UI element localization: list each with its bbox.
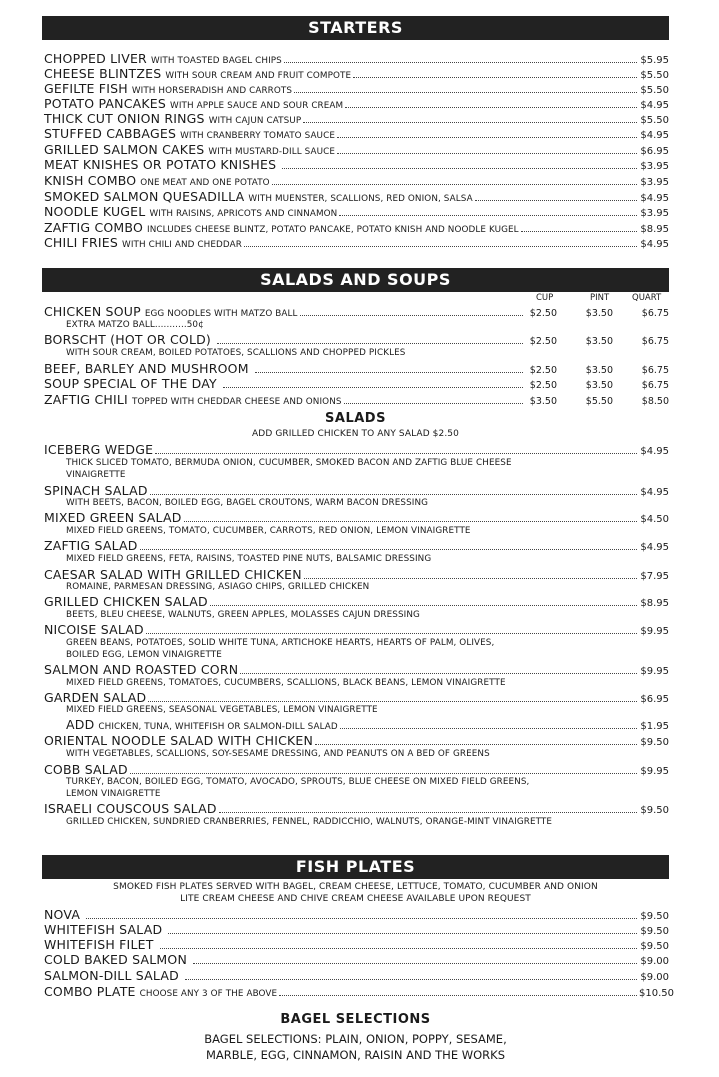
salad-item [44, 442, 669, 457]
leader-dots [219, 812, 637, 813]
item-price: $4.95 [640, 193, 669, 204]
leader-dots [140, 549, 637, 550]
salads-title: SALADS [325, 411, 386, 426]
item-price: $6.95 [640, 146, 669, 157]
item-desc: WITH SOUR CREAM AND FRUIT COMPOTE [165, 71, 352, 81]
item-name: COLD BAKED SALMON [44, 952, 188, 967]
salads-soups-header: SALADS AND SOUPS [42, 268, 669, 292]
leader-dots [272, 184, 637, 185]
item-price: $3.95 [640, 208, 669, 219]
salad-desc: TURKEY, BACON, BOILED EGG, TOMATO, AVOCADO, SPROUTS, BLUE CHEESE ON MIXED FIELD GREENS, [66, 777, 530, 787]
item-price: $5.50 [640, 85, 669, 96]
salad-item [44, 662, 669, 677]
item-price: $9.95 [640, 666, 669, 677]
fish-item [44, 907, 669, 922]
pint-price: $3.50 [585, 336, 613, 347]
item-price: $9.95 [640, 626, 669, 637]
leader-dots [217, 343, 523, 344]
salad-desc: BEETS, BLEU CHEESE, WALNUTS, GREEN APPLES, MOLASSES CAJUN DRESSING [66, 610, 420, 620]
item-name: BORSCHT (HOT OR COLD) [44, 332, 212, 347]
menu-item [44, 157, 669, 172]
soup-item [44, 332, 669, 347]
menu-item [44, 204, 669, 219]
salad-item [44, 483, 669, 498]
fish-item [44, 922, 669, 937]
quart-price: $6.75 [641, 308, 669, 319]
item-name: NOVA [44, 907, 81, 922]
add-price: $1.95 [640, 721, 669, 732]
item-name: GRILLED SALMON CAKES [44, 142, 205, 157]
item-name: WHITEFISH SALAD [44, 922, 163, 937]
extra-matzo-note: EXTRA MATZO BALL...........50¢ [66, 320, 204, 330]
item-price: $4.95 [640, 446, 669, 457]
cup-price: $2.50 [529, 336, 557, 347]
leader-dots [344, 403, 523, 404]
item-price: $4.95 [640, 487, 669, 498]
soup-item [44, 361, 669, 376]
item-desc: CHOOSE ANY 3 OF THE ABOVE [139, 989, 278, 999]
item-name: GARDEN SALAD [44, 690, 147, 705]
item-name: COBB SALAD [44, 762, 128, 777]
leader-dots [130, 773, 637, 774]
leader-dots [521, 231, 637, 232]
leader-dots [475, 200, 637, 201]
item-price: $4.95 [640, 542, 669, 553]
cup-price: $2.50 [529, 308, 557, 319]
fish-note-2: LITE CREAM CHEESE AND CHIVE CREAM CHEESE AVAILABLE UPON REQUEST [180, 894, 531, 904]
salad-desc: ROMAINE, PARMESAN DRESSING, ASIAGO CHIPS, GRILLED CHICKEN [66, 582, 370, 592]
fish-item [44, 984, 674, 999]
item-name: NOODLE KUGEL [44, 204, 146, 219]
leader-dots [315, 744, 637, 745]
menu-item [44, 189, 669, 204]
leader-dots [155, 453, 637, 454]
quart-price: $6.75 [641, 380, 669, 391]
item-name: SALMON-DILL SALAD [44, 968, 179, 983]
item-desc: WITH MUENSTER, SCALLIONS, RED ONION, SALSA [248, 194, 473, 204]
quart-price: $6.75 [641, 365, 669, 376]
soup-item [44, 376, 669, 391]
add-desc: CHICKEN, TUNA, WHITEFISH OR SALMON-DILL SALAD [98, 722, 338, 732]
item-name: ZAFTIG SALAD [44, 538, 138, 553]
quart-price: $8.50 [641, 396, 669, 407]
leader-dots [339, 215, 637, 216]
col-quart: QUART [632, 293, 662, 303]
col-cup: CUP [536, 293, 554, 303]
item-name: SOUP SPECIAL OF THE DAY [44, 376, 217, 391]
fish-item [44, 937, 669, 952]
starters-header: STARTERS [42, 16, 669, 40]
salads-note: ADD GRILLED CHICKEN TO ANY SALAD $2.50 [252, 429, 459, 439]
salad-item [44, 538, 669, 553]
leader-dots [240, 673, 637, 674]
salad-desc: GREEN BEANS, POTATOES, SOLID WHITE TUNA, ARTICHOKE HEARTS, HEARTS OF PALM, OLIVES, [66, 638, 495, 648]
salad-desc: WITH BEETS, BACON, BOILED EGG, BAGEL CROUTONS, WARM BACON DRESSING [66, 498, 429, 508]
salad-desc: MIXED FIELD GREENS, TOMATO, CUCUMBER, CARROTS, RED ONION, LEMON VINAIGRETTE [66, 526, 471, 536]
menu-item [44, 96, 669, 111]
salad-item [44, 567, 669, 582]
borscht-note: WITH SOUR CREAM, BOILED POTATOES, SCALLIONS AND CHOPPED PICKLES [66, 348, 406, 358]
item-price: $4.50 [640, 514, 669, 525]
item-name: WHITEFISH FILET [44, 937, 154, 952]
salad-item [44, 622, 669, 637]
leader-dots [303, 122, 637, 123]
menu-item [44, 66, 669, 81]
fish-plates-header: FISH PLATES [42, 855, 669, 879]
item-price: $8.95 [640, 598, 669, 609]
item-price: $7.95 [640, 571, 669, 582]
item-name: CAESAR SALAD WITH GRILLED CHICKEN [44, 567, 302, 582]
item-name: CHOPPED LIVER [44, 51, 147, 66]
leader-dots [210, 605, 637, 606]
item-name: MIXED GREEN SALAD [44, 510, 182, 525]
leader-dots [353, 77, 637, 78]
leader-dots [345, 107, 637, 108]
leader-dots [337, 153, 637, 154]
item-price: $9.50 [640, 805, 669, 816]
salad-desc: MIXED FIELD GREENS, FETA, RAISINS, TOASTED PINE NUTS, BALSAMIC DRESSING [66, 554, 432, 564]
item-name: THICK CUT ONION RINGS [44, 111, 205, 126]
item-price: $4.95 [640, 100, 669, 111]
salad-item [44, 733, 669, 748]
leader-dots [337, 137, 637, 138]
soup-item [44, 392, 669, 407]
item-name: POTATO PANCAKES [44, 96, 167, 111]
item-price: $5.95 [640, 55, 669, 66]
salad-item [44, 801, 669, 816]
fish-note-1: SMOKED FISH PLATES SERVED WITH BAGEL, CREAM CHEESE, LETTUCE, TOMATO, CUCUMBER AND ONION [113, 882, 598, 892]
leader-dots [160, 948, 637, 949]
bagel-title: BAGEL SELECTIONS [280, 1012, 431, 1027]
leader-dots [255, 372, 523, 373]
item-name: GEFILTE FISH [44, 81, 128, 96]
item-name: GRILLED CHICKEN SALAD [44, 594, 208, 609]
salad-desc: BOILED EGG, LEMON VINAIGRETTE [66, 650, 222, 660]
leader-dots [146, 633, 637, 634]
item-price: $3.95 [640, 177, 669, 188]
item-name: SMOKED SALMON QUESADILLA [44, 189, 245, 204]
item-desc: WITH CRANBERRY TOMATO SAUCE [180, 131, 335, 141]
menu-item [44, 126, 669, 141]
quart-price: $6.75 [641, 336, 669, 347]
item-price: $10.50 [639, 988, 674, 999]
item-price: $9.50 [640, 737, 669, 748]
salad-desc: WITH VEGETABLES, SCALLIONS, SOY-SESAME DRESSING, AND PEANUTS ON A BED OF GREENS [66, 749, 490, 759]
item-price: $9.50 [640, 941, 669, 952]
item-name: ZAFTIG CHILI [44, 392, 128, 407]
menu-item [44, 173, 669, 188]
item-price: $3.95 [640, 161, 669, 172]
leader-dots [294, 92, 637, 93]
menu-item [44, 142, 669, 157]
item-name: MEAT KNISHES OR POTATO KNISHES [44, 157, 277, 172]
leader-dots [340, 728, 637, 729]
item-desc: WITH TOASTED BAGEL CHIPS [150, 56, 282, 66]
cup-price: $2.50 [529, 365, 557, 376]
add-label: ADD [66, 717, 95, 732]
item-name: COMBO PLATE [44, 984, 136, 999]
menu-item [44, 81, 669, 96]
salad-item [44, 690, 669, 705]
item-name: SALMON AND ROASTED CORN [44, 662, 239, 677]
leader-dots [282, 168, 637, 169]
item-price: $6.95 [640, 694, 669, 705]
item-desc: INCLUDES CHEESE BLINTZ, POTATO PANCAKE, POTATO KNISH AND NOODLE KUGEL [147, 225, 519, 235]
menu-item [44, 51, 669, 66]
item-name: CHEESE BLINTZES [44, 66, 162, 81]
item-name: KNISH COMBO [44, 173, 137, 188]
item-price: $5.50 [640, 115, 669, 126]
item-name: ZAFTIG COMBO [44, 220, 144, 235]
item-price: $5.50 [640, 70, 669, 81]
soup-item [44, 304, 669, 319]
bagel-line-1: BAGEL SELECTIONS: PLAIN, ONION, POPPY, SESAME, [204, 1032, 507, 1046]
pint-price: $3.50 [585, 365, 613, 376]
salad-item [44, 510, 669, 525]
item-price: $9.95 [640, 766, 669, 777]
menu-item [44, 220, 669, 235]
item-name: ISRAELI COUSCOUS SALAD [44, 801, 217, 816]
leader-dots [300, 315, 523, 316]
pint-price: $3.50 [585, 308, 613, 319]
item-desc: WITH RAISINS, APRICOTS AND CINNAMON [149, 209, 338, 219]
leader-dots [193, 963, 637, 964]
fish-item [44, 968, 669, 983]
item-name: STUFFED CABBAGES [44, 126, 177, 141]
leader-dots [168, 933, 637, 934]
item-price: $8.95 [640, 224, 669, 235]
salad-item [44, 762, 669, 777]
item-name: NICOISE SALAD [44, 622, 144, 637]
salad-desc: GRILLED CHICKEN, SUNDRIED CRANBERRIES, FENNEL, RADDICCHIO, WALNUTS, ORANGE-MINT VINAIGRETTE [66, 817, 553, 827]
leader-dots [244, 246, 637, 247]
item-desc: WITH CAJUN CATSUP [208, 116, 302, 126]
item-desc: WITH HORSERADISH AND CARROTS [131, 86, 293, 96]
add-line [66, 717, 669, 732]
item-name: SPINACH SALAD [44, 483, 148, 498]
fish-item [44, 952, 669, 967]
leader-dots [223, 387, 523, 388]
item-desc: EGG NOODLES WITH MATZO BALL [144, 309, 298, 319]
item-price: $9.50 [640, 911, 669, 922]
cup-price: $3.50 [529, 396, 557, 407]
item-price: $9.50 [640, 926, 669, 937]
item-desc: WITH CHILI AND CHEDDAR [122, 240, 242, 250]
leader-dots [284, 62, 637, 63]
leader-dots [185, 979, 637, 980]
item-desc: TOPPED WITH CHEDDAR CHEESE AND ONIONS [131, 397, 342, 407]
leader-dots [86, 918, 637, 919]
item-name: ICEBERG WEDGE [44, 442, 154, 457]
pint-price: $5.50 [585, 396, 613, 407]
leader-dots [184, 521, 637, 522]
salad-item [44, 594, 669, 609]
item-desc: WITH MUSTARD-DILL SAUCE [208, 147, 336, 157]
item-price: $9.00 [640, 956, 669, 967]
menu-item [44, 111, 669, 126]
item-name: CHILI FRIES [44, 235, 119, 250]
item-name: BEEF, BARLEY AND MUSHROOM [44, 361, 249, 376]
leader-dots [304, 578, 637, 579]
cup-price: $2.50 [529, 380, 557, 391]
salad-desc: VINAIGRETTE [66, 470, 126, 480]
item-desc: WITH APPLE SAUCE AND SOUR CREAM [170, 101, 344, 111]
bagel-line-2: MARBLE, EGG, CINNAMON, RAISIN AND THE WORKS [206, 1048, 505, 1062]
leader-dots [148, 701, 637, 702]
item-price: $4.95 [640, 239, 669, 250]
salad-desc: MIXED FIELD GREENS, SEASONAL VEGETABLES, LEMON VINAIGRETTE [66, 705, 378, 715]
item-name: CHICKEN SOUP [44, 304, 141, 319]
menu-item [44, 235, 669, 250]
leader-dots [279, 995, 637, 996]
leader-dots [150, 494, 637, 495]
item-price: $9.00 [640, 972, 669, 983]
salad-desc: MIXED FIELD GREENS, TOMATOES, CUCUMBERS, SCALLIONS, BLACK BEANS, LEMON VINAIGRETTE [66, 678, 506, 688]
salad-desc: THICK SLICED TOMATO, BERMUDA ONION, CUCUMBER, SMOKED BACON AND ZAFTIG BLUE CHEESE [66, 458, 512, 468]
item-desc: ONE MEAT AND ONE POTATO [140, 178, 270, 188]
col-pint: PINT [590, 293, 610, 303]
item-price: $4.95 [640, 130, 669, 141]
item-name: ORIENTAL NOODLE SALAD WITH CHICKEN [44, 733, 314, 748]
pint-price: $3.50 [585, 380, 613, 391]
salad-desc: LEMON VINAIGRETTE [66, 789, 161, 799]
